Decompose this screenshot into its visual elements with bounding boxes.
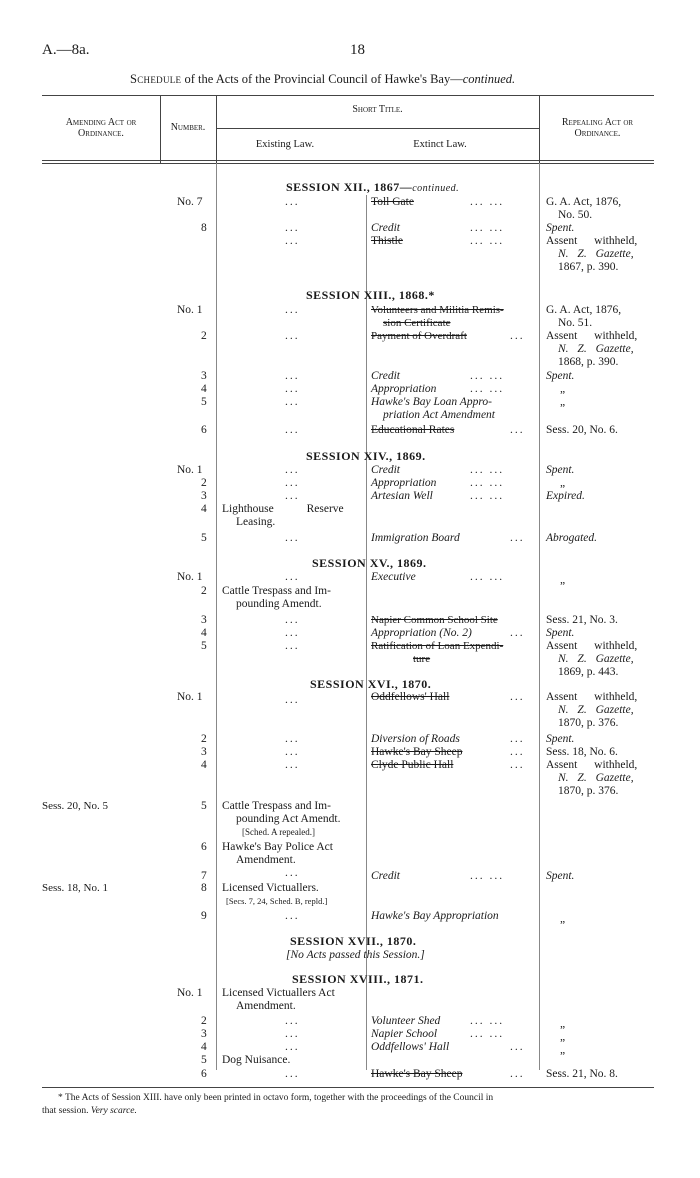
s15-r2-existing-2: pounding Amendt. [236,598,322,610]
s13-r5-repeal: „ [560,396,566,408]
s13-r1-number: No. 1 [177,304,203,316]
s13-r5-extinct-2: priation Act Amendment [383,409,496,421]
s18-r2-dots: ... ... [470,1015,505,1027]
s12-r1-number: No. 7 [177,196,203,208]
s13-r5-extinct-1: Hawke's Bay Loan Appro- [371,396,492,408]
s12-r1-repeal-1: G. A. Act, 1876, [546,196,622,208]
s12-r3-repeal-2: N. Z. Gazette, [558,248,634,260]
session-xvii-note: [No Acts passed this Session.] [286,949,425,961]
s13-r4-dots: ... ... [470,383,505,395]
s16-r1-number: No. 1 [177,691,203,703]
s18-r2-existing: ... [285,1015,300,1027]
s16-r1-extinct: Oddfellows' Hall [371,691,450,703]
s18-r3-extinct: Napier School [371,1028,438,1040]
s16-r9-existing: ... [285,910,300,922]
s18-r4-existing: ... [285,1041,300,1053]
page-ref: A.—8a. [42,42,90,58]
s18-r4-repeal: „ [560,1044,566,1056]
s16-r6-number: 6 [201,841,207,853]
s15-r2-number: 2 [201,585,207,597]
s13-r3-existing: ... [285,370,300,382]
s16-r6-existing-2: Amendment. [236,854,296,866]
s18-r3-number: 3 [201,1028,207,1040]
s14-r3-number: 3 [201,490,207,502]
s15-r1-dots: ... ... [470,571,505,583]
s16-r4-existing: ... [285,759,300,771]
header-existing: Existing Law. [255,139,315,150]
s15-r1-extinct: Executive [371,571,416,583]
s18-r6-number: 6 [201,1068,207,1080]
s15-r4-dots: ... [510,627,525,639]
s18-r2-number: 2 [201,1015,207,1027]
s13-r3-repeal: Spent. [546,370,575,382]
s14-r4-existing-1: Lighthouse Reserve [222,503,344,515]
footnote-rule [42,1087,654,1088]
s18-r6-dots: ... [510,1068,525,1080]
s16-r3-repeal: Sess. 18, No. 6. [546,746,618,758]
s14-r1-extinct: Credit [371,464,400,476]
s16-r1-dots: ... [510,691,525,703]
session-xvii-heading: SESSION XVII., 1870. [290,934,417,948]
s18-r3-existing: ... [285,1028,300,1040]
s16-r5-existing-1: Cattle Trespass and Im- [222,800,331,812]
s13-r4-number: 4 [201,383,207,395]
s16-r7-number: 7 [201,870,207,882]
s16-r8-existing-1: Licensed Victuallers. [222,882,319,894]
s18-r2-repeal: „ [560,1018,566,1030]
s16-r4-repeal-3: 1870, p. 376. [558,785,619,797]
s15-r3-existing: ... [285,614,300,626]
s18-r6-extinct: Hawke's Bay Sheep [371,1068,463,1080]
title-text: of the Acts of the Provincial Council of Hawke's Bay— [181,72,463,86]
s13-r4-extinct: Appropriation [371,383,437,395]
s12-r3-dots: ... ... [470,235,505,247]
s16-r2-repeal: Spent. [546,733,575,745]
s14-r5-number: 5 [201,532,207,544]
s18-r6-existing: ... [285,1068,300,1080]
s13-r6-dots: ... [510,424,525,436]
s15-r5-repeal-2: N. Z. Gazette, [558,653,634,665]
s16-r5-amending: Sess. 20, No. 5 [42,800,109,812]
s15-r5-extinct-1: Ratification of Loan Expendi- [371,640,504,652]
s16-r1-repeal-1: Assent withheld, [546,691,638,703]
s16-r9-extinct: Hawke's Bay Appropriation [371,910,499,922]
s14-r4-number: 4 [201,503,207,515]
s18-r3-dots: ... ... [470,1028,505,1040]
s15-r5-existing: ... [285,640,300,652]
s14-r1-dots: ... ... [470,464,505,476]
s14-r2-existing: ... [285,477,300,489]
s14-r5-repeal: Abrogated. [546,532,597,544]
s16-r8-amending: Sess. 18, No. 1 [42,882,109,894]
s12-r2-existing: ... [285,222,300,234]
s14-r3-dots: ... ... [470,490,505,502]
s18-r5-existing: Dog Nuisance. [222,1054,291,1066]
s13-r4-repeal: „ [560,383,566,395]
s12-r2-dots: ... ... [470,222,505,234]
s13-r3-number: 3 [201,370,207,382]
s16-r9-number: 9 [201,910,207,922]
session-xvi-heading: SESSION XVI., 1870. [310,677,432,691]
s15-r4-extinct: Appropriation (No. 2) [371,627,472,639]
s14-r5-existing: ... [285,532,300,544]
s16-r2-dots: ... [510,733,525,745]
s18-r2-extinct: Volunteer Shed [371,1015,441,1027]
s16-r3-dots: ... [510,746,525,758]
s12-r1-existing: ... [285,196,300,208]
s16-r4-extinct: Clyde Public Hall [371,759,454,771]
s16-r5-existing-3: [Sched. A repealed.] [242,827,315,837]
s13-r6-existing: ... [285,424,300,436]
s13-r2-repeal-3: 1868, p. 390. [558,356,619,368]
s16-r7-dots: ... ... [470,870,505,882]
s13-r3-dots: ... ... [470,370,505,382]
s12-r2-number: 8 [201,222,207,234]
s12-r1-repeal-2: No. 50. [558,209,593,221]
s16-r3-extinct: Hawke's Bay Sheep [371,746,463,758]
s16-r8-existing-2: [Secs. 7, 24, Sched. B, repld.] [226,896,328,906]
s13-r5-existing: ... [285,396,300,408]
s14-r1-existing: ... [285,464,300,476]
header-number: Number. [170,122,206,133]
s14-r3-repeal: Expired. [546,490,585,502]
s16-r3-existing: ... [285,746,300,758]
s16-r5-number: 5 [201,800,207,812]
s16-r1-repeal-3: 1870, p. 376. [558,717,619,729]
s18-r1-existing-2: Amendment. [236,1000,296,1012]
s16-r2-number: 2 [201,733,207,745]
s14-r3-extinct: Artesian Well [371,490,433,502]
s13-r4-existing: ... [285,383,300,395]
header-amending: Amending Act or Ordinance. [65,117,137,139]
s13-r2-number: 2 [201,330,207,342]
header-short-title: Short Title. [352,104,403,115]
title-continued: continued. [462,72,516,86]
s18-r1-existing-1: Licensed Victuallers Act [222,987,335,999]
s14-r4-existing-2: Leasing. [236,516,276,528]
s13-r5-number: 5 [201,396,207,408]
s16-r6-existing-1: Hawke's Bay Police Act [222,841,333,853]
s13-r2-existing: ... [285,330,300,342]
s18-r4-number: 4 [201,1041,207,1053]
s16-r2-extinct: Diversion of Roads [371,733,460,745]
s16-r4-number: 4 [201,759,207,771]
s15-r3-extinct: Napier Common School Site [371,614,498,626]
s16-r4-dots: ... [510,759,525,771]
s16-r1-existing: ... [285,694,300,706]
s14-r3-existing: ... [285,490,300,502]
s15-r1-number: No. 1 [177,571,203,583]
s13-r1-repeal-2: No. 51. [558,317,593,329]
s13-r1-extinct-1: Volunteers and Militia Remis- [371,304,504,316]
s13-r1-repeal-1: G. A. Act, 1876, [546,304,622,316]
s16-r4-repeal-1: Assent withheld, [546,759,638,771]
s14-r1-number: No. 1 [177,464,203,476]
s12-r3-repeal-1: Assent withheld, [546,235,638,247]
table-top-rule [42,95,654,96]
short-title-rule [216,128,539,129]
s12-r2-extinct: Credit [371,222,400,234]
s16-r5-existing-2: pounding Act Amendt. [236,813,341,825]
header-repealing: Repealing Act or Ordinance. [561,117,634,139]
s16-r7-repeal: Spent. [546,870,575,882]
footnote-line-2: that session. Very scarce. [42,1106,137,1116]
s15-r3-repeal: Sess. 21, No. 3. [546,614,618,626]
session-xiv-heading: SESSION XIV., 1869. [306,449,426,463]
s18-r4-dots: ... [510,1041,525,1053]
s16-r2-existing: ... [285,733,300,745]
s14-r2-dots: ... ... [470,477,505,489]
s14-r5-extinct: Immigration Board [371,532,460,544]
session-xviii-heading: SESSION XVIII., 1871. [292,972,424,986]
s13-r6-extinct: Educational Rates [371,424,455,436]
s18-r4-extinct: Oddfellows' Hall [371,1041,450,1053]
header-bottom-rule-2 [42,163,654,164]
s13-r1-existing: ... [285,304,300,316]
s12-r1-dots: ... ... [470,196,505,208]
s13-r6-repeal: Sess. 20, No. 6. [546,424,618,436]
s18-r5-number: 5 [201,1054,207,1066]
s18-r1-number: No. 1 [177,987,203,999]
header-extinct: Extinct Law. [413,139,467,150]
page-title [130,72,515,87]
s14-r2-extinct: Appropriation [371,477,437,489]
s15-r3-number: 3 [201,614,207,626]
page-number: 18 [350,42,365,58]
footnote-line-1: * The Acts of Session XIII. have only been printed in octavo form, together with the proceedings of the Council in [58,1093,494,1103]
s12-r2-repeal: Spent. [546,222,575,234]
s15-r5-number: 5 [201,640,207,652]
s13-r2-dots: ... [510,330,525,342]
s15-r4-number: 4 [201,627,207,639]
body-line-repeal [539,163,540,1070]
s18-r6-repeal: Sess. 21, No. 8. [546,1068,618,1080]
s13-r2-repeal-2: N. Z. Gazette, [558,343,634,355]
s15-r4-existing: ... [285,627,300,639]
s13-r2-repeal-1: Assent withheld, [546,330,638,342]
s14-r5-dots: ... [510,532,525,544]
s14-r2-repeal: „ [560,477,566,489]
s13-r3-extinct: Credit [371,370,400,382]
s16-r7-extinct: Credit [371,870,400,882]
s16-r3-number: 3 [201,746,207,758]
s15-r5-repeal-3: 1869, p. 443. [558,666,619,678]
s13-r1-extinct-2: sion Certificate [383,317,451,329]
s18-r3-repeal: „ [560,1031,566,1043]
col-divider-amending [160,95,161,163]
s15-r1-existing: ... [285,571,300,583]
s16-r4-repeal-2: N. Z. Gazette, [558,772,634,784]
s16-r9-repeal: „ [560,913,566,925]
s12-r3-repeal-3: 1867, p. 390. [558,261,619,273]
s12-r3-extinct: Thistle [371,235,403,247]
session-xii-heading: SESSION XII., 1867—continued. [286,180,460,194]
s14-r2-number: 2 [201,477,207,489]
col-divider-short-title [539,95,540,163]
s12-r3-existing: ... [285,235,300,247]
header-bottom-rule [42,160,654,161]
s14-r1-repeal: Spent. [546,464,575,476]
s15-r5-extinct-2: ture [413,653,431,665]
s15-r2-existing-1: Cattle Trespass and Im- [222,585,331,597]
s13-r6-number: 6 [201,424,207,436]
s16-r7-existing: ... [285,867,300,879]
session-xiii-heading: SESSION XIII., 1868.* [306,288,435,302]
s13-r2-extinct: Payment of Overdraft [371,330,467,342]
s16-r1-repeal-2: N. Z. Gazette, [558,704,634,716]
s15-r4-repeal: Spent. [546,627,575,639]
title-smallcaps: Schedule [130,72,182,86]
body-line-number [216,163,217,1070]
s16-r8-number: 8 [201,882,207,894]
s15-r5-repeal-1: Assent withheld, [546,640,638,652]
s12-r1-extinct: Toll Gate [371,196,414,208]
s15-r1-repeal: „ [560,574,566,586]
session-xv-heading: SESSION XV., 1869. [312,556,427,570]
